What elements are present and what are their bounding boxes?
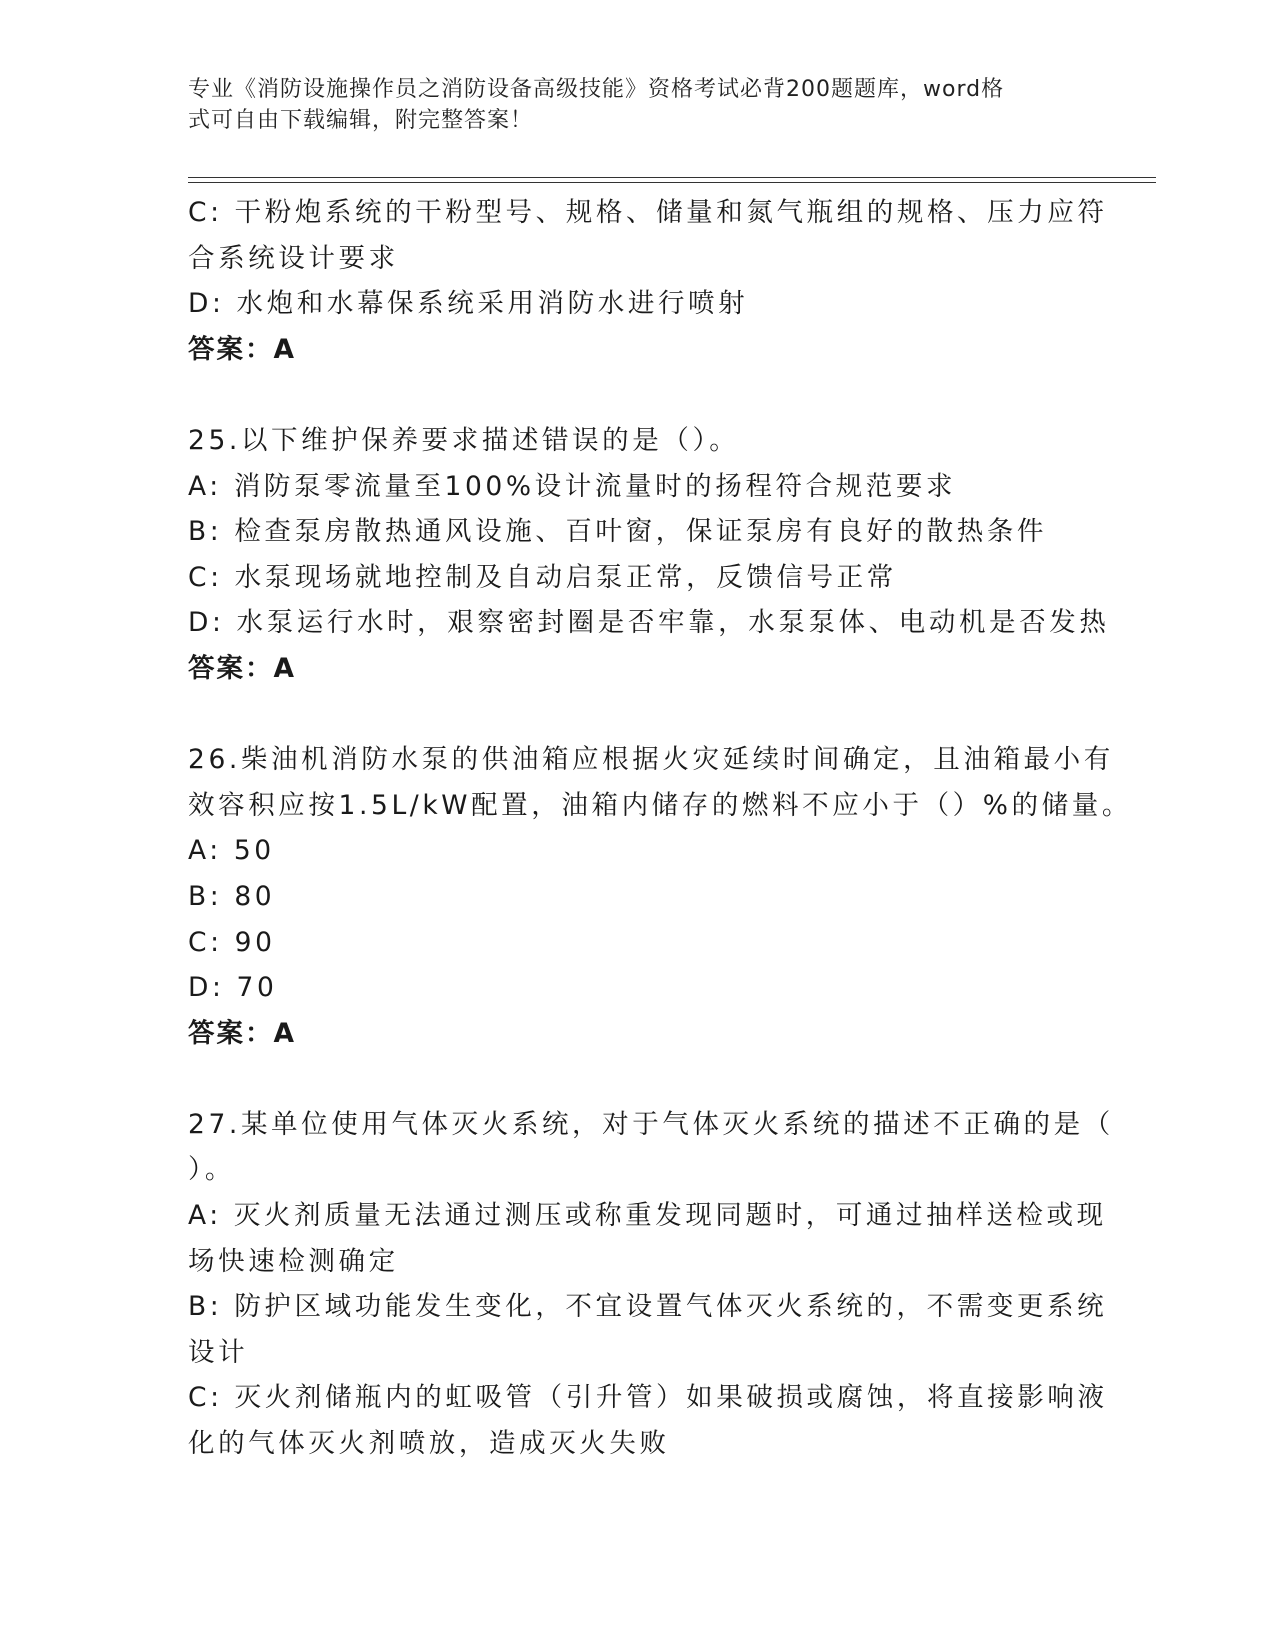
- question-27: [188, 1102, 1114, 1467]
- option-b: B: 检查泵房散热通风设施、百叶窗，保证泵房有良好的散热条件: [188, 516, 1048, 548]
- option-c-line-2: 化的气体灭火剂喷放，造成灭火失败: [188, 1428, 670, 1460]
- spacer: [188, 692, 1088, 738]
- question-26: [188, 737, 1132, 1056]
- option-d: D: 70: [188, 972, 278, 1004]
- question-stem-line-1: 26.柴油机消防水泵的供油箱应根据火灾延续时间确定，且油箱最小有: [188, 744, 1114, 776]
- question-25: [188, 418, 1110, 692]
- question-stem: 25.以下维护保养要求描述错误的是（）。: [188, 424, 740, 456]
- answer-label: 答案：A: [188, 1017, 297, 1049]
- question-stem-line-2: ）。: [188, 1154, 235, 1186]
- option-b-line-1: B: 防护区域功能发生变化，不宜设置气体灭火系统的，不需变更系统: [188, 1291, 1108, 1323]
- option-c-line-1: C: 干粉炮系统的干粉型号、规格、储量和氮气瓶组的规格、压力应符: [188, 197, 1108, 228]
- spacer: [188, 1056, 1088, 1102]
- option-c-line-1: C: 灭火剂储瓶内的虹吸管（引升管）如果破损或腐蚀，将直接影响液: [188, 1382, 1108, 1414]
- option-b-line-2: 设计: [188, 1336, 249, 1368]
- document-header: [188, 74, 1068, 136]
- header-divider-top: [188, 177, 1156, 178]
- header-divider-bottom: [188, 182, 1156, 183]
- option-a: A: 50: [188, 835, 275, 867]
- option-c: C: 水泵现场就地控制及自动启泵正常，反馈信号正常: [188, 561, 897, 593]
- answer-label: 答案：A: [188, 652, 297, 684]
- option-d: D: 水炮和水幕保系统采用消防水进行喷射: [188, 288, 749, 320]
- option-b: B: 80: [188, 880, 276, 912]
- question-stem-line-1: 27.某单位使用气体灭火系统，对于气体灭火系统的描述不正确的是（: [188, 1108, 1114, 1140]
- question-content: [188, 190, 1132, 1467]
- question-24-tail: [188, 190, 1108, 372]
- spacer: [188, 372, 1088, 418]
- option-a: A: 消防泵零流量至100%设计流量时的扬程符合规范要求: [188, 470, 957, 502]
- option-a-line-1: A: 灭火剂质量无法通过测压或称重发现同题时，可通过抽样送检或现: [188, 1200, 1107, 1232]
- option-c: C: 90: [188, 926, 276, 958]
- option-a-line-2: 场快速检测确定: [188, 1245, 399, 1277]
- question-stem-line-2: 效容积应按1.5L/kW配置，油箱内储存的燃料不应小于（）%的储量。: [188, 789, 1132, 821]
- header-line-2: 式可自由下载编辑，附完整答案！: [188, 108, 534, 133]
- answer-label: 答案：A: [188, 333, 297, 365]
- option-d: D: 水泵运行水时，艰察密封圈是否牢靠，水泵泵体、电动机是否发热: [188, 607, 1110, 639]
- option-c-line-2: 合系统设计要求: [188, 242, 399, 274]
- header-line-1: 专业《消防设施操作员之消防设备高级技能》资格考试必背200题题库，word格: [188, 77, 1005, 102]
